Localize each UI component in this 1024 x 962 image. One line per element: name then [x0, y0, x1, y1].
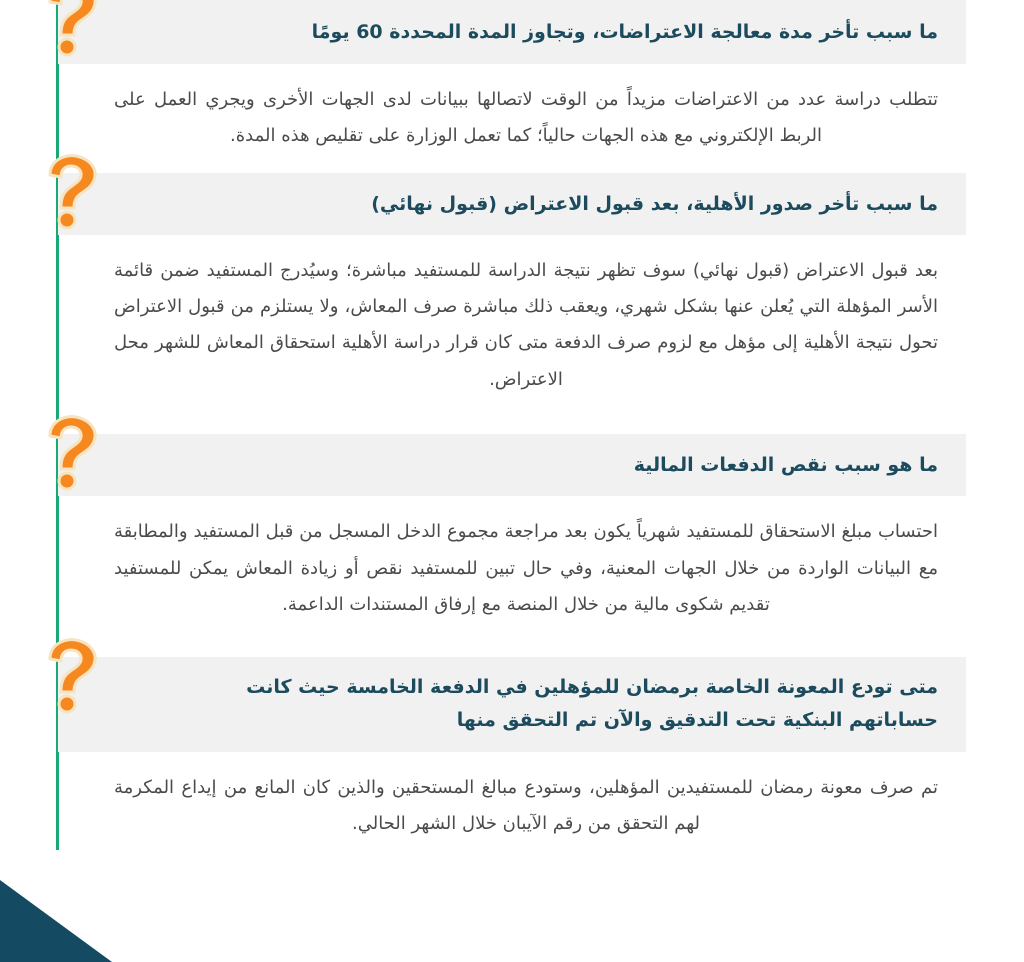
navy-triangle-shape — [0, 880, 112, 962]
faq-answer-body — [58, 235, 966, 420]
faq-question-text: ما سبب تأخر صدور الأهلية، بعد قبول الاعتراض (قبول نهائي) — [371, 192, 938, 215]
question-mark-icon — [36, 412, 106, 492]
faq-answer-text: بعد قبول الاعتراض (قبول نهائي) سوف تظهر نتيجة الدراسة للمستفيد مباشرة؛ وسيُدرج المستفيد ضمن قائمة الأسر المؤهلة التي يُعلن عنها بشكل شهري، ويعقب ذلك مباشرة صرف المعاش، ولا يستلزم من قبول الاعتراض تحول نتيجة الأهلية إلى مؤهل مع لزوم صرف الدفعة متى كان قرار دراسة الأهلية استحقاق المعاش للشهر محل الاعتراض. — [114, 259, 938, 390]
faq-question-text: متى تودع المعونة الخاصة برمضان للمؤهلين في الدفعة الخامسة حيث كانت حساباتهم البنكية تحت التدقيق والآن تم التحقق منها — [246, 676, 938, 732]
faq-question-header[interactable] — [58, 0, 966, 64]
faq-answer-body — [58, 496, 966, 645]
faq-answer-text: تم صرف معونة رمضان للمستفيدين المؤهلين، وستودع مبالغ المستحقين والذين كان المانع من إيداع المكرمة لهم التحقق من رقم الآيبان خلال الشهر الحالي. — [114, 776, 938, 835]
corner-decoration — [0, 880, 112, 962]
faq-item — [0, 657, 1024, 850]
question-mark-icon — [36, 635, 106, 715]
faq-item — [0, 0, 1024, 165]
faq-item — [0, 434, 1024, 645]
faq-question-text: ما سبب تأخر مدة معالجة الاعتراضات، وتجاوز المدة المحددة 60 يومًا — [311, 20, 938, 43]
faq-answer-body — [58, 64, 966, 165]
faq-question-header[interactable] — [58, 657, 966, 752]
faq-answer-text: تتطلب دراسة عدد من الاعتراضات مزيداً من الوقت لاتصالها ببيانات لدى الجهات الأخرى ويجري العمل على الربط الإلكتروني مع هذه الجهات حالياً؛ كما تعمل الوزارة على تقليص هذه المدة. — [114, 89, 938, 147]
faq-question-text: ما هو سبب نقص الدفعات المالية — [633, 453, 938, 476]
faq-answer-body — [58, 752, 966, 851]
faq-answer-text: احتساب مبلغ الاستحقاق للمستفيد شهرياً يكون بعد مراجعة مجموع الدخل المسجل من قبل المستفيد والمطابقة مع البيانات الواردة من خلال الجهات المعنية، وفي حال تبين للمستفيد نقص أو زيادة المعاش يمكن للمستفيد تقديم شكوى مالية من خلال المنصة مع إرفاق المستندات الداعمة. — [114, 521, 938, 615]
faq-item — [0, 173, 1024, 420]
question-mark-icon — [36, 0, 106, 58]
faq-question-header[interactable] — [58, 434, 966, 496]
faq-question-header[interactable] — [58, 173, 966, 235]
